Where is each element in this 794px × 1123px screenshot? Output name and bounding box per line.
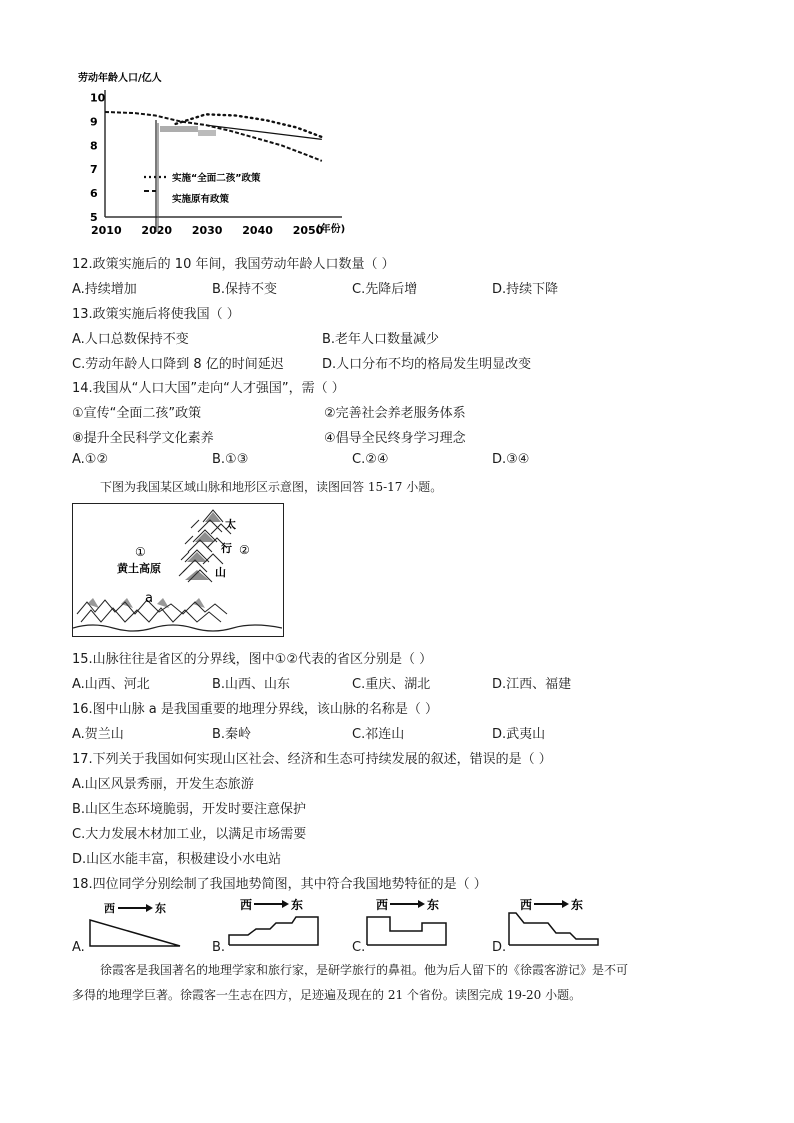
chart-ylabel: 劳动年龄人口/亿人 (78, 73, 162, 84)
profile-a (90, 920, 180, 946)
west-label-c: 西 (376, 898, 389, 912)
series-line-0 (176, 114, 322, 137)
east-label-c: 东 (427, 898, 440, 912)
west-label-d: 西 (520, 898, 533, 912)
y-tick-label: 6 (90, 187, 98, 201)
q14-statement-4: ④倡导全民终身学习理念 (324, 431, 466, 446)
q17-option-c[interactable]: C.大力发展木材加工业，以满足市场需要 (72, 827, 307, 842)
y-tick-label: 8 (90, 139, 98, 153)
q18-terrain-b (226, 893, 322, 949)
west-label-b: 西 (240, 898, 253, 912)
chart-svg (60, 60, 360, 245)
q13-option-d[interactable]: D.人口分布不均的格局发生明显改变 (322, 357, 532, 372)
q17-option-b[interactable]: B.山区生态环境脆弱，开发时要注意保护 (72, 802, 307, 817)
intro-19-20-line1: 徐霞客是我国著名的地理学家和旅行家，是研学旅行的鼻祖。他为后人留下的《徐霞客游记》是不可 (100, 963, 629, 977)
q14-statement-2: ②完善社会养老服务体系 (324, 406, 466, 421)
q13-option-a[interactable]: A.人口总数保持不变 (72, 332, 189, 347)
profile-d (509, 913, 598, 945)
x-tick-label: 2020 (141, 224, 173, 237)
q15-option-c[interactable]: C.重庆、湖北 (352, 677, 431, 692)
q12-option-d[interactable]: D.持续下降 (492, 282, 559, 297)
q15-option-d[interactable]: D.江西、福建 (492, 677, 572, 692)
q18-terrain-d (506, 893, 602, 949)
mountain-map-figure (72, 503, 284, 637)
overlap-band (160, 126, 198, 132)
legend-label-two-child: 实施“全面二孩”政策 (172, 173, 261, 184)
q12-option-b[interactable]: B.保持不变 (212, 282, 278, 297)
x-tick-label: 2030 (191, 224, 223, 237)
q16-option-a[interactable]: A.贺兰山 (72, 727, 124, 742)
q13-stem: 13.政策实施后将使我国（ ） (72, 307, 240, 322)
q14-option-a[interactable]: A.①② (72, 452, 109, 467)
series-line-1 (105, 112, 322, 161)
q18-option-d[interactable]: D. (492, 940, 507, 955)
y-tick-label: 9 (90, 115, 98, 129)
q17-option-a[interactable]: A.山区风景秀丽，开发生态旅游 (72, 777, 254, 792)
hang-char: 行 (221, 542, 232, 555)
q18-option-c[interactable]: C. (352, 940, 366, 955)
mountain-map-svg (73, 504, 282, 635)
labor-population-chart (60, 60, 360, 245)
tai-char: 太 (225, 518, 236, 531)
q16-stem: 16.图中山脉 a 是我国重要的地理分界线，该山脉的名称是（ ） (72, 702, 439, 717)
q18-stem: 18.四位同学分别绘制了我国地势简图，其中符合我国地势特征的是（ ） (72, 877, 487, 892)
q16-option-d[interactable]: D.武夷山 (492, 727, 546, 742)
q14-statement-3: ⑧提升全民科学文化素养 (72, 431, 214, 446)
q18-terrain-a (88, 898, 183, 950)
intro-15-17: 下图为我国某区域山脉和地形区示意图，读图回答 15-17 小题。 (100, 480, 443, 494)
q14-option-c[interactable]: C.②④ (352, 452, 389, 467)
shan-char: 山 (215, 566, 226, 579)
q18-terrain-c (364, 893, 454, 949)
intro-19-20-line2: 多得的地理学巨著。徐霞客一生志在四方，足迹遍及现在的 21 个省份。读图完成 19-20 小题。 (72, 988, 582, 1002)
x-tick-label: 2050 (292, 224, 324, 237)
q17-option-d[interactable]: D.山区水能丰富，积极建设小水电站 (72, 852, 282, 867)
y-tick-label: 7 (90, 163, 98, 177)
q12-stem: 12.政策实施后的 10 年间，我国劳动年龄人口数量（ ） (72, 257, 395, 272)
q14-option-d[interactable]: D.③④ (492, 452, 530, 467)
y-tick-label: 10 (90, 91, 106, 105)
overlap-band-2 (198, 130, 216, 136)
q13-option-c[interactable]: C.劳动年龄人口降到 8 亿的时间延迟 (72, 357, 284, 372)
region-1-label: ① (135, 545, 146, 559)
q15-option-a[interactable]: A.山西、河北 (72, 677, 150, 692)
mountain-a-label: a (145, 591, 153, 606)
q14-option-b[interactable]: B.①③ (212, 452, 249, 467)
q15-stem: 15.山脉往往是省区的分界线，图中①②代表的省区分别是（ ） (72, 652, 433, 667)
q17-stem: 17.下列关于我国如何实现山区社会、经济和生态可持续发展的叙述，错误的是（ ） (72, 752, 552, 767)
q16-option-b[interactable]: B.秦岭 (212, 727, 252, 742)
q14-stem: 14.我国从“人口大国”走向“人才强国”，需（ ） (72, 381, 345, 396)
profile-b (229, 917, 318, 945)
region-2-label: ② (239, 543, 250, 557)
q18-option-b[interactable]: B. (212, 940, 226, 955)
east-label-a: 东 (155, 902, 166, 915)
q18-option-a[interactable]: A. (72, 940, 85, 955)
q13-option-b[interactable]: B.老年人口数量减少 (322, 332, 440, 347)
x-tick-label: 2040 (242, 224, 273, 237)
west-label-a: 西 (104, 902, 115, 915)
q14-statement-1: ①宣传“全面二孩”政策 (72, 406, 202, 421)
loess-plateau-label: 黄土高原 (117, 562, 161, 575)
east-label-b: 东 (291, 898, 304, 912)
q15-option-b[interactable]: B.山西、山东 (212, 677, 291, 692)
y-tick-label: 5 (90, 211, 98, 224)
profile-c (367, 917, 446, 945)
q12-option-a[interactable]: A.持续增加 (72, 282, 137, 297)
east-label-d: 东 (571, 898, 584, 912)
series-line-2 (206, 125, 322, 139)
legend-label-original: 实施原有政策 (172, 194, 230, 205)
chart-xlabel: (年份) (316, 224, 346, 235)
x-tick-label: 2010 (91, 224, 122, 237)
q12-option-c[interactable]: C.先降后增 (352, 282, 418, 297)
q16-option-c[interactable]: C.祁连山 (352, 727, 405, 742)
